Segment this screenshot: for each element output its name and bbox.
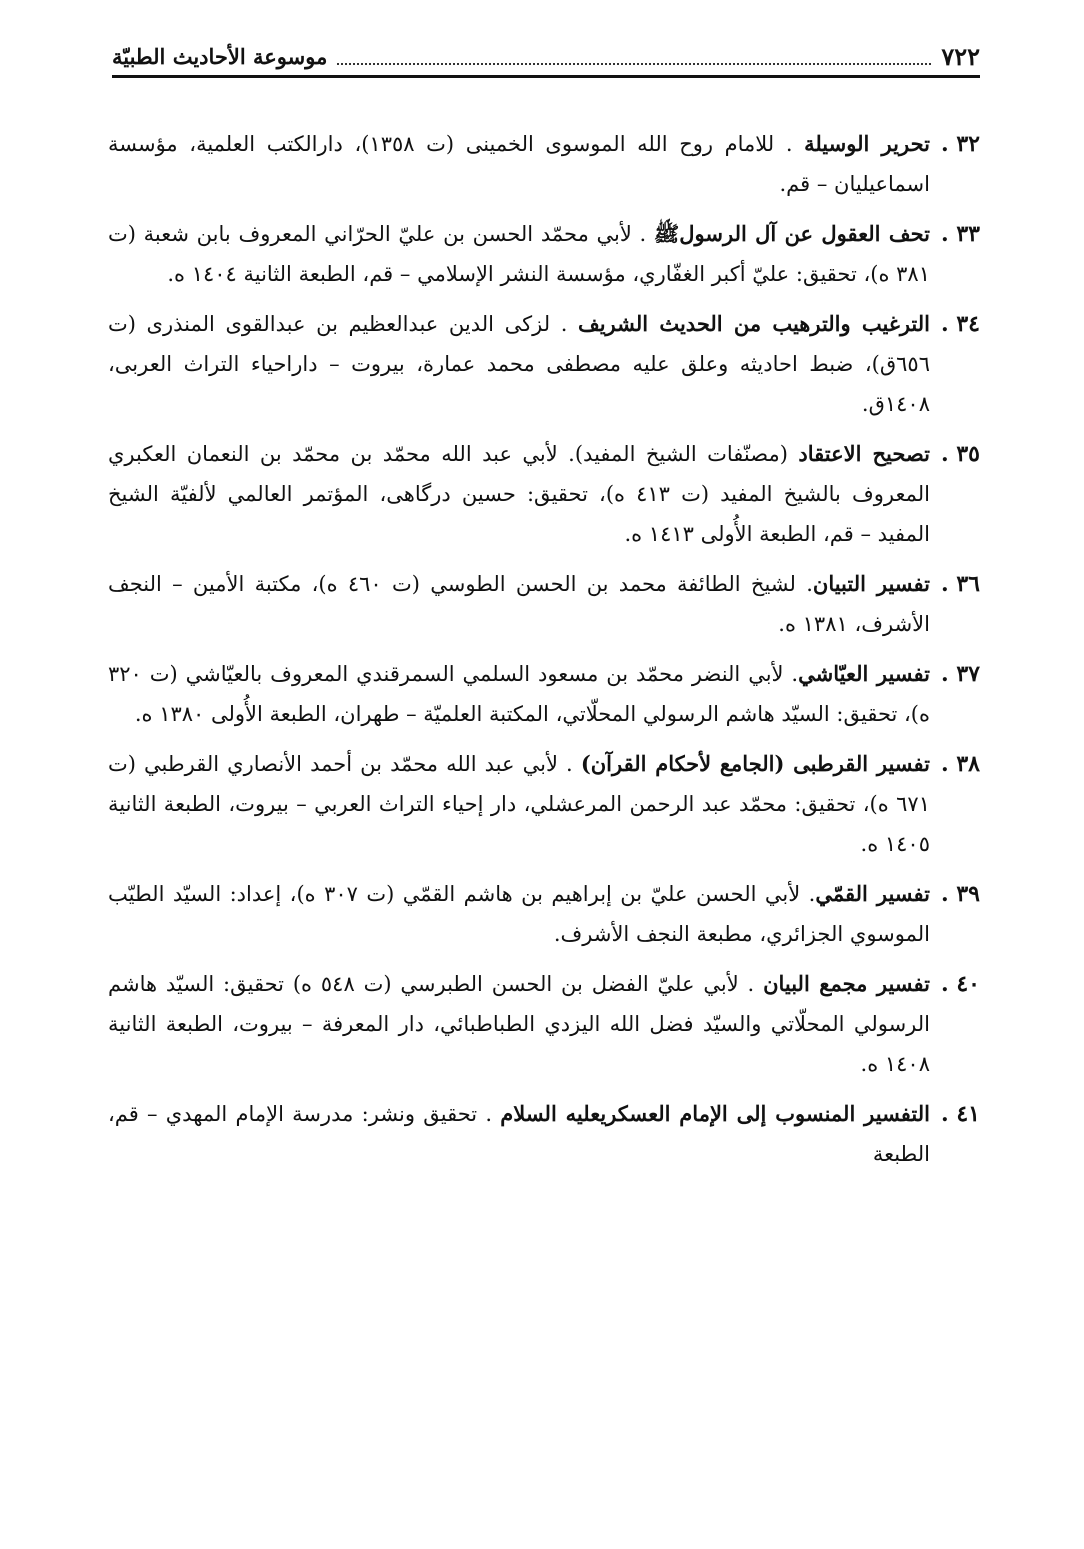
entry-text bbox=[108, 564, 930, 644]
entry-details: . لأبي النضر محمّد بن مسعود السلمي السمرقندي المعروف بالعيّاشي (ت ٣٢٠ ه)، تحقيق: السيّد هاشم الرسولي المحلّاتي، المكتبة العلميّة – طهران، الطبعة الأُولى ١٣٨٠ ه. bbox=[108, 662, 930, 726]
entry-text bbox=[108, 304, 930, 424]
entry-number: ٣٣ . bbox=[941, 221, 980, 247]
bibliography-list bbox=[108, 124, 980, 1184]
entry-number: ٣٦ . bbox=[941, 571, 980, 597]
entry-details: . لأبي عليّ الفضل بن الحسن الطبرسي (ت ٥٤٨ ه) تحقيق: السيّد هاشم الرسولي المحلّاتي والسيّد فضل الله اليزدي الطباطبائي، دار المعرفة – بيروت، الطبعة الثانية ١٤٠٨ ه. bbox=[108, 972, 930, 1076]
entry-number: ٣٥ . bbox=[941, 441, 980, 467]
running-header bbox=[112, 38, 980, 78]
bibliography-entry bbox=[108, 874, 980, 954]
entry-number: ٣٨ . bbox=[941, 751, 980, 777]
entry-text bbox=[108, 214, 930, 294]
bibliography-entry bbox=[108, 214, 980, 294]
entry-title: تفسير القرطبى (الجامع لأحكام القرآن) bbox=[580, 751, 930, 776]
entry-title: التفسير المنسوب إلى الإمام العسكريعليه السلام bbox=[500, 1101, 931, 1126]
bibliography-entry bbox=[108, 564, 980, 644]
page-number: ٧٢٢ bbox=[941, 42, 980, 71]
entry-text bbox=[108, 434, 930, 554]
entry-title: تحف العقول عن آل الرسولﷺ bbox=[653, 221, 930, 246]
entry-title: تفسير العيّاشي bbox=[798, 661, 930, 686]
entry-text bbox=[108, 124, 930, 204]
bibliography-entry bbox=[108, 124, 980, 204]
entry-text bbox=[108, 654, 930, 734]
entry-text bbox=[108, 744, 930, 864]
entry-details: . لأبي محمّد الحسن بن عليّ الحرّاني المعروف بابن شعبة (ت ٣٨١ ه)، تحقيق: عليّ أكبر الغفّاري، مؤسسة النشر الإسلامي – قم، الطبعة الثانية ١٤٠٤ ه. bbox=[108, 222, 930, 286]
book-title: موسوعة الأحاديث الطبيّة bbox=[112, 44, 328, 69]
entry-title: تفسير مجمع البيان bbox=[763, 971, 930, 996]
entry-number: ٣٩ . bbox=[941, 881, 980, 907]
entry-title: الترغيب والترهيب من الحديث الشريف bbox=[577, 311, 930, 336]
entry-details: (مصنّفات الشيخ المفيد). لأبي عبد الله محمّد بن محمّد بن النعمان العكبري المعروف بالشيخ المفيد (ت ٤١٣ ه)، تحقيق: حسين درگاهى، المؤتمر العالمي لألفيّة الشيخ المفيد – قم، الطبعة الأُولى ١٤١٣ ه. bbox=[108, 442, 930, 546]
entry-number: ٣٢ . bbox=[941, 131, 980, 157]
entry-text bbox=[108, 874, 930, 954]
entry-text bbox=[108, 964, 930, 1084]
entry-title: تصحيح الاعتقاد bbox=[798, 441, 930, 466]
entry-number: ٤١ . bbox=[941, 1101, 980, 1127]
entry-details: . لأبي الحسن عليّ بن إبراهيم بن هاشم القمّي (ت ٣٠٧ ه)، إعداد: السيّد الطيّب الموسوي الجزائري، مطبعة النجف الأشرف. bbox=[108, 882, 930, 946]
entry-details: . لشيخ الطائفة محمد بن الحسن الطوسي (ت ٤٦٠ ه)، مكتبة الأمين – النجف الأشرف، ١٣٨١ ه. bbox=[108, 572, 930, 636]
entry-title: تحرير الوسيلة bbox=[804, 131, 930, 156]
entry-details: . تحقيق ونشر: مدرسة الإمام المهدي – قم، الطبعة bbox=[108, 1102, 930, 1166]
bibliography-entry bbox=[108, 964, 980, 1084]
entry-text bbox=[108, 1094, 930, 1174]
header-dot-leader bbox=[337, 49, 931, 65]
bibliography-entry bbox=[108, 304, 980, 424]
bibliography-entry bbox=[108, 654, 980, 734]
bibliography-entry bbox=[108, 1094, 980, 1174]
entry-title: تفسير التبيان bbox=[812, 571, 930, 596]
bibliography-entry bbox=[108, 744, 980, 864]
bibliography-entry bbox=[108, 434, 980, 554]
entry-title: تفسير القمّي bbox=[815, 881, 931, 906]
entry-details: . للامام روح الله الموسوى الخمينى (ت ١٣٥٨)، دارالكتب العلمية، مؤسسة اسماعيليان – قم. bbox=[108, 132, 930, 196]
entry-number: ٣٤ . bbox=[941, 311, 980, 337]
entry-number: ٤٠ . bbox=[941, 971, 980, 997]
entry-number: ٣٧ . bbox=[941, 661, 980, 687]
entry-details: . لأبي عبد الله محمّد بن أحمد الأنصاري القرطبي (ت ٦٧١ ه)، تحقيق: محمّد عبد الرحمن المرعشلي، دار إحياء التراث العربي – بيروت، الطبعة الثانية ١٤٠٥ ه. bbox=[108, 752, 930, 856]
entry-details: . لزكى الدين عبدالعظيم بن عبدالقوى المنذرى (ت ٦٥٦ق)، ضبط احاديثه وعلق عليه مصطفى محمد عمارة، بيروت – داراحياء التراث العربى، ١٤٠٨ق. bbox=[108, 312, 930, 416]
